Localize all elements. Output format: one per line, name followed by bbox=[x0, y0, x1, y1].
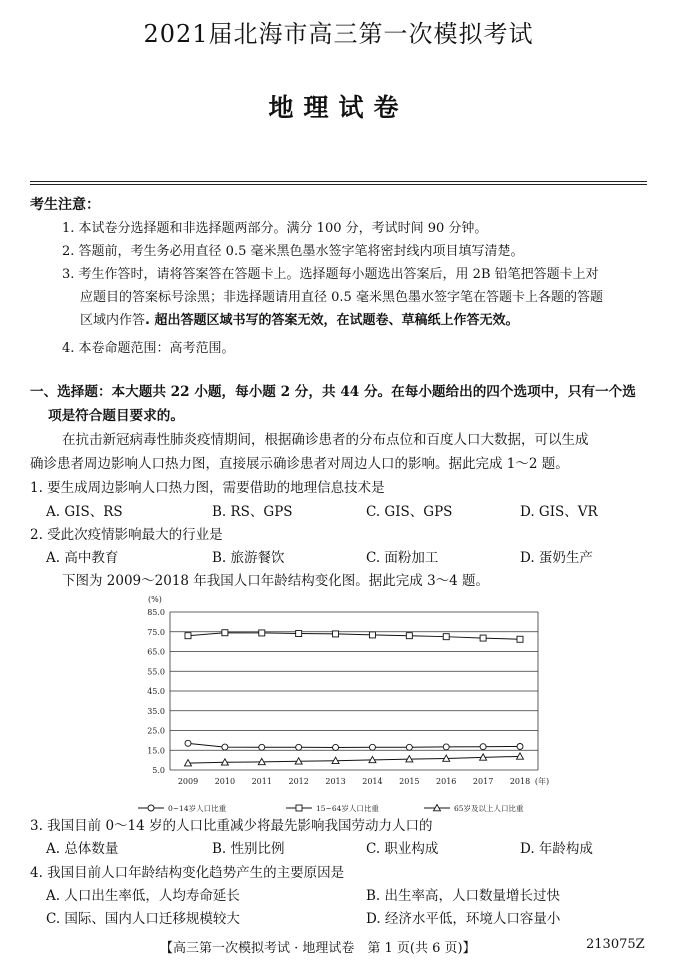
notice-item-1: 1. 本试卷分选择题和非选择题两部分。满分 100 分，考试时间 90 分钟。 bbox=[62, 221, 488, 236]
y-tick-label: 45.0 bbox=[147, 687, 165, 696]
data-point bbox=[222, 744, 228, 750]
q1-option-a: A. GIS、RS bbox=[46, 504, 123, 520]
data-point bbox=[333, 631, 339, 637]
chart-svg bbox=[118, 590, 558, 820]
x-tick-label: 2009 bbox=[177, 777, 199, 786]
q3-option-c: C. 职业构成 bbox=[366, 841, 439, 857]
x-tick-label: 2014 bbox=[362, 777, 383, 786]
q2-option-a: A. 高中教育 bbox=[46, 550, 119, 566]
exam-title: 2021届北海市高三第一次模拟考试 bbox=[143, 20, 534, 48]
x-tick-label: 2011 bbox=[251, 777, 272, 786]
series-line bbox=[188, 756, 520, 763]
data-point bbox=[185, 740, 191, 746]
section-heading-line2: 项是符合题目要求的。 bbox=[48, 408, 184, 424]
q2-option-c: C. 面粉加工 bbox=[366, 550, 439, 566]
notice-heading: 考生注意： bbox=[30, 197, 100, 213]
data-point bbox=[406, 744, 412, 750]
data-point bbox=[480, 635, 486, 641]
q3-option-d: D. 年龄构成 bbox=[520, 841, 593, 857]
data-point bbox=[296, 744, 302, 750]
q2-option-b: B. 旅游餐饮 bbox=[212, 550, 285, 566]
y-tick-label: 55.0 bbox=[147, 667, 165, 677]
data-point bbox=[517, 636, 523, 642]
q3-option-a: A. 总体数量 bbox=[46, 841, 119, 857]
data-point bbox=[443, 744, 449, 750]
q2-option-d: D. 蛋奶生产 bbox=[520, 550, 593, 566]
notice-item-3: 3. 考生作答时，请将答案答在答题卡上。选择题每小题选出答案后，用 2B 铅笔把答题卡上对 bbox=[62, 267, 599, 282]
q1-stem: 1. 要生成周边影响人口热力图，需要借助的地理信息技术是 bbox=[30, 480, 385, 496]
q4-option-d: D. 经济水平低，环境人口容量小 bbox=[366, 911, 561, 927]
notice-item-4: 4. 本卷命题范围：高考范围。 bbox=[62, 341, 235, 356]
q1-option-d: D. GIS、VR bbox=[520, 504, 598, 520]
population-age-chart bbox=[118, 590, 558, 820]
data-point bbox=[333, 744, 339, 750]
data-point bbox=[369, 744, 375, 750]
x-axis-unit-label: (年) bbox=[534, 777, 550, 786]
q4-option-c: C. 国际、国内人口迁移规模较大 bbox=[46, 911, 240, 927]
q4-stem: 4. 我国目前人口年龄结构变化趋势产生的主要原因是 bbox=[30, 865, 345, 881]
data-point bbox=[185, 633, 191, 639]
x-tick-label: 2015 bbox=[399, 777, 420, 786]
data-point bbox=[222, 630, 228, 636]
notice-item-3-cont: 应题目的答案标号涂黑；非选择题请用直径 0.5 毫米黑色墨水签字笔在答题卡上各题的答题 bbox=[80, 290, 603, 305]
series-line bbox=[188, 743, 520, 747]
x-tick-label: 2017 bbox=[472, 777, 494, 786]
legend-label: 65岁及以上人口比重 bbox=[454, 804, 524, 813]
data-point bbox=[443, 634, 449, 640]
q1-option-b: B. RS、GPS bbox=[212, 504, 293, 520]
intro-line-1: 在抗击新冠病毒性肺炎疫情期间，根据确诊患者的分布点位和百度人口大数据，可以生成 bbox=[62, 432, 589, 448]
x-tick-label: 2012 bbox=[288, 777, 309, 786]
notice-item-3-emphasis: . 超出答题区域书写的答案无效，在试题卷、草稿纸上作答无效。 bbox=[145, 313, 519, 328]
data-point bbox=[517, 743, 523, 749]
y-tick-label: 35.0 bbox=[147, 706, 165, 716]
footer-code: 213075Z bbox=[586, 937, 645, 952]
x-tick-label: 2016 bbox=[436, 777, 457, 786]
data-point bbox=[259, 630, 265, 636]
q2-stem: 2. 受此次疫情影响最大的行业是 bbox=[30, 527, 223, 543]
y-tick-label: 5.0 bbox=[152, 766, 165, 775]
legend-label: 0~14岁人口比重 bbox=[168, 804, 227, 813]
data-point bbox=[259, 744, 265, 750]
y-tick-label: 85.0 bbox=[147, 608, 165, 617]
y-tick-label: 15.0 bbox=[147, 746, 165, 756]
data-point bbox=[406, 633, 412, 639]
legend-marker bbox=[296, 805, 302, 811]
notice-item-3-plain: 区域内作答 bbox=[80, 313, 146, 328]
q3-stem: 3. 我国目前 0～14 岁的人口比重减少将最先影响我国劳动力人口的 bbox=[30, 818, 433, 834]
subject-title: 地理试卷 bbox=[268, 93, 409, 122]
top-rule bbox=[30, 181, 647, 182]
notice-item-3-cont2 bbox=[80, 309, 518, 328]
x-tick-label: 2013 bbox=[325, 777, 346, 786]
notice-item-2: 2. 答题前，考生务必用直径 0.5 毫米黑色墨水签字笔将密封线内项目填写清楚。 bbox=[62, 244, 524, 259]
q4-option-b: B. 出生率高，人口数量增长过快 bbox=[366, 888, 561, 904]
data-point bbox=[296, 631, 302, 637]
y-tick-label: 25.0 bbox=[147, 726, 165, 736]
y-tick-label: 65.0 bbox=[147, 647, 165, 657]
y-tick-label: 75.0 bbox=[147, 627, 165, 637]
footer-page-info: 【高三第一次模拟考试 · 地理试卷 第 1 页(共 6 页)】 bbox=[160, 941, 476, 956]
legend-label: 15~64岁人口比重 bbox=[316, 804, 379, 813]
data-point bbox=[369, 632, 375, 638]
x-tick-label: 2018 bbox=[509, 777, 531, 786]
intro-line-2: 确诊患者周边影响人口热力图，直接展示确诊患者对周边人口的影响。据此完成 1～2 题。 bbox=[30, 456, 569, 472]
q4-option-a: A. 人口出生率低，人均寿命延长 bbox=[46, 888, 240, 904]
top-rule-2 bbox=[30, 184, 647, 185]
x-tick-label: 2010 bbox=[214, 777, 236, 786]
q3-option-b: B. 性别比例 bbox=[212, 841, 285, 857]
chart-intro: 下图为 2009～2018 年我国人口年龄结构变化图。据此完成 3～4 题。 bbox=[62, 573, 490, 589]
data-point bbox=[480, 744, 486, 750]
series-line bbox=[188, 633, 520, 640]
q1-option-c: C. GIS、GPS bbox=[366, 504, 453, 520]
y-axis-unit-label: (%) bbox=[148, 595, 162, 604]
section-heading-line1: 一、选择题：本大题共 22 小题，每小题 2 分，共 44 分。在每小题给出的四个选项中，只有一个选 bbox=[30, 384, 636, 400]
legend-marker bbox=[148, 805, 154, 811]
